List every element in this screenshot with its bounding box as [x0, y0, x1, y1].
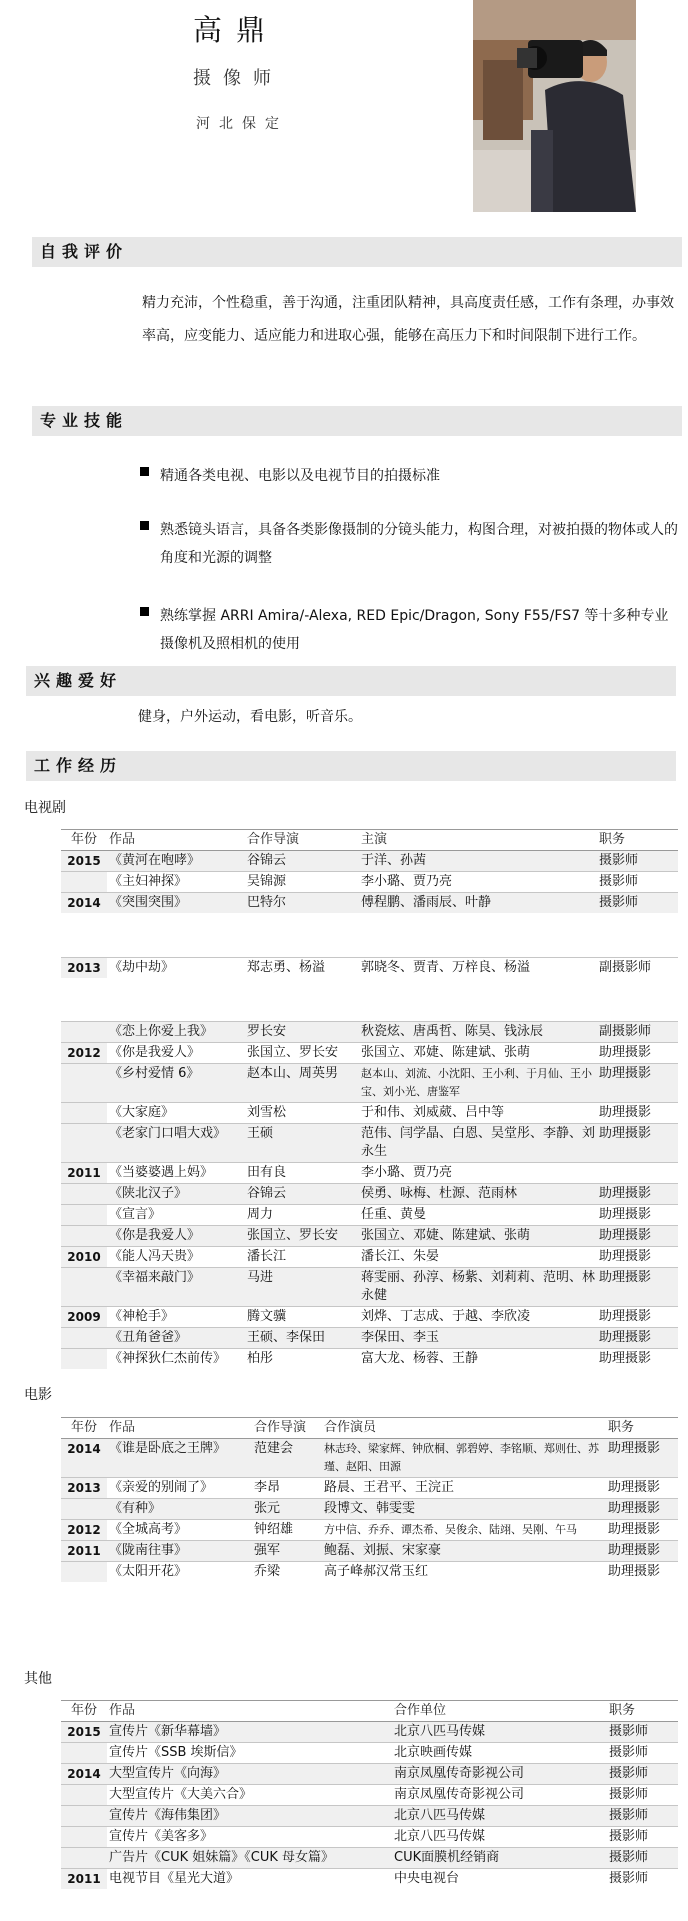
table-cell: 摄影师 [607, 1743, 678, 1764]
table-cell: 强军 [252, 1541, 322, 1562]
table-cell: 《你是我爱人》 [107, 1043, 245, 1064]
table-cell: CUK面膜机经销商 [392, 1848, 607, 1869]
table-cell: 蒋雯丽、孙淳、杨紫、刘莉莉、范明、林永健 [359, 1268, 597, 1307]
column-header: 作品 [107, 1701, 392, 1722]
year-cell: 2013 [61, 957, 107, 978]
table-cell: 摄影师 [597, 872, 678, 893]
table-cell: 腾文骥 [245, 1307, 359, 1328]
column-header: 主演 [359, 830, 597, 851]
table-row [61, 1785, 678, 1806]
year-cell [61, 1328, 107, 1349]
table-cell: 谷锦云 [245, 1184, 359, 1205]
table-cell: 柏彤 [245, 1349, 359, 1370]
table-cell: 南京凤凰传奇影视公司 [392, 1785, 607, 1806]
subsection-film: 电影 [24, 1387, 52, 1403]
column-header: 合作单位 [392, 1701, 607, 1722]
table-cell: 钟绍雄 [252, 1520, 322, 1541]
table-cell: 《老家门口唱大戏》 [107, 1124, 245, 1163]
table-cell: 傅程鹏、潘雨辰、叶静 [359, 893, 597, 914]
year-cell: 2014 [61, 1764, 107, 1785]
table-row [61, 1520, 678, 1541]
skill-text: 熟练掌握 ARRI Amira/-Alexa, RED Epic/Dragon, Sony F55/FS7 等十多种专业摄像机及照相机的使用 [160, 608, 669, 652]
other-table [61, 1700, 678, 1889]
table-cell: 《能人冯天贵》 [107, 1247, 245, 1268]
table-cell: 潘长江 [245, 1247, 359, 1268]
year-cell [61, 1743, 107, 1764]
table-row [61, 1722, 678, 1743]
table-cell: 《谁是卧底之王牌》 [107, 1439, 252, 1478]
table-cell: 摄影师 [607, 1848, 678, 1869]
section-header-hobbies: 兴趣爱好 [26, 666, 676, 696]
table-cell: 《全城高考》 [107, 1520, 252, 1541]
table-cell: 摄影师 [607, 1806, 678, 1827]
table-cell: 《乡村爱情 6》 [107, 1064, 245, 1103]
table-cell: 王硕、李保田 [245, 1328, 359, 1349]
table-cell: 《陇南往事》 [107, 1541, 252, 1562]
year-cell [61, 1827, 107, 1848]
table-cell: 谷锦云 [245, 851, 359, 872]
table-cell: 《亲爱的别闹了》 [107, 1478, 252, 1499]
table-row [61, 1124, 678, 1163]
year-cell: 2012 [61, 1520, 107, 1541]
resume-name: 高鼎 [193, 13, 280, 47]
table-cell: 摄影师 [607, 1785, 678, 1806]
table-cell: 助理摄影 [606, 1541, 678, 1562]
subsection-tv: 电视剧 [24, 800, 66, 816]
table-cell: 林志玲、梁家辉、钟欣桐、郭碧婷、李铭顺、郑则仕、苏瑾、赵阳、田源 [322, 1439, 606, 1478]
year-cell: 2012 [61, 1043, 107, 1064]
table-cell: 张国立、邓婕、陈建斌、张萌 [359, 1226, 597, 1247]
bullet-icon [140, 467, 149, 476]
table-cell: 秋瓷炫、唐禹哲、陈昊、钱泳辰 [359, 1022, 597, 1043]
table-cell: 摄影师 [597, 851, 678, 872]
table-cell: 《大家庭》 [107, 1103, 245, 1124]
table-cell: 助理摄影 [597, 1247, 678, 1268]
table-cell: 潘长江、朱晏 [359, 1247, 597, 1268]
skill-item [140, 516, 680, 572]
table-cell: 张元 [252, 1499, 322, 1520]
table-cell: 富大龙、杨蓉、王静 [359, 1349, 597, 1370]
section-header-self-eval: 自我评价 [32, 237, 682, 267]
table-cell: 助理摄影 [606, 1520, 678, 1541]
table-cell: 《神枪手》 [107, 1307, 245, 1328]
year-cell [61, 1785, 107, 1806]
table-cell: 摄影师 [607, 1764, 678, 1785]
bullet-icon [140, 521, 149, 530]
table-cell: 赵本山、周英男 [245, 1064, 359, 1103]
year-cell: 2011 [61, 1869, 107, 1890]
year-cell: 2011 [61, 1541, 107, 1562]
table-cell: 范建会 [252, 1439, 322, 1478]
column-header: 合作导演 [245, 830, 359, 851]
table-cell: 《太阳开花》 [107, 1562, 252, 1583]
table-cell: 王硕 [245, 1124, 359, 1163]
table-row [61, 1064, 678, 1103]
year-cell [61, 1022, 107, 1043]
table-cell: 《黄河在咆哮》 [107, 851, 245, 872]
table-cell: 助理摄影 [606, 1439, 678, 1478]
table-row [61, 1328, 678, 1349]
table-row [61, 1307, 678, 1328]
table-row [61, 893, 678, 914]
table-cell: 助理摄影 [597, 1043, 678, 1064]
table-cell: 《恋上你爱上我》 [107, 1022, 245, 1043]
table-cell: 《当婆婆遇上妈》 [107, 1163, 245, 1184]
table-cell: 《神探狄仁杰前传》 [107, 1349, 245, 1370]
table-cell: 路晨、王君平、王浣正 [322, 1478, 606, 1499]
skill-text: 熟悉镜头语言，具备各类影像摄制的分镜头能力，构图合理，对被拍摄的物体或人的角度和光源的调整 [160, 522, 678, 566]
table-row [61, 1478, 678, 1499]
table-cell: 助理摄影 [597, 1307, 678, 1328]
spacer-row [61, 913, 678, 957]
column-header: 作品 [107, 830, 245, 851]
table-row [61, 1499, 678, 1520]
table-header-row [61, 1418, 678, 1439]
table-row [61, 1848, 678, 1869]
table-cell: 电视节目《星光大道》 [107, 1869, 392, 1890]
year-cell [61, 1848, 107, 1869]
table-cell: 大型宣传片《大美六合》 [107, 1785, 392, 1806]
year-cell [61, 1562, 107, 1583]
table-cell: 乔梁 [252, 1562, 322, 1583]
table-cell: 罗长安 [245, 1022, 359, 1043]
table-cell: 段博文、韩雯雯 [322, 1499, 606, 1520]
table-row [61, 1764, 678, 1785]
table-row [61, 1743, 678, 1764]
year-cell [61, 872, 107, 893]
year-cell: 2009 [61, 1307, 107, 1328]
table-row [61, 1043, 678, 1064]
table-cell: 任重、黄曼 [359, 1205, 597, 1226]
year-cell [61, 1124, 107, 1163]
table-cell [597, 1163, 678, 1184]
table-cell: 高子峰郝汉常玉红 [322, 1562, 606, 1583]
table-cell: 副摄影师 [597, 1022, 678, 1043]
table-cell: 李昂 [252, 1478, 322, 1499]
year-cell: 2010 [61, 1247, 107, 1268]
year-cell [61, 1806, 107, 1827]
table-cell: 助理摄影 [597, 1124, 678, 1163]
year-cell [61, 1499, 107, 1520]
spacer-row [61, 978, 678, 1022]
table-row [61, 1163, 678, 1184]
table-cell: 赵本山、刘流、小沈阳、王小利、于月仙、王小宝、刘小光、唐鉴军 [359, 1064, 597, 1103]
table-cell: 北京映画传媒 [392, 1743, 607, 1764]
table-cell: 助理摄影 [597, 1103, 678, 1124]
table-cell: 广告片《CUK 姐妹篇》《CUK 母女篇》 [107, 1848, 392, 1869]
profile-photo [473, 0, 636, 212]
table-cell: 《劫中劫》 [107, 957, 245, 978]
table-cell: 助理摄影 [597, 1064, 678, 1103]
table-cell: 侯勇、咏梅、杜源、范雨林 [359, 1184, 597, 1205]
tv-table [61, 829, 678, 1369]
year-cell: 2015 [61, 1722, 107, 1743]
table-cell: 方中信、乔乔、谭杰希、吴俊余、陆翊、吴刚、午马 [322, 1520, 606, 1541]
table-cell: 《有种》 [107, 1499, 252, 1520]
table-cell: 北京八匹马传媒 [392, 1827, 607, 1848]
location: 河北保定 [196, 116, 288, 132]
table-cell: 助理摄影 [597, 1184, 678, 1205]
table-row [61, 1869, 678, 1890]
year-cell [61, 1064, 107, 1103]
year-cell [61, 1226, 107, 1247]
table-cell: 摄影师 [607, 1827, 678, 1848]
skill-item [140, 462, 680, 490]
table-cell: 南京凤凰传奇影视公司 [392, 1764, 607, 1785]
column-header: 年份 [61, 1418, 107, 1439]
table-cell: 《你是我爱人》 [107, 1226, 245, 1247]
column-header: 职务 [597, 830, 678, 851]
table-cell: 北京八匹马传媒 [392, 1806, 607, 1827]
table-row [61, 1806, 678, 1827]
subsection-other: 其他 [24, 1671, 52, 1687]
table-cell: 鲍磊、刘振、宋家豪 [322, 1541, 606, 1562]
column-header: 合作导演 [252, 1418, 322, 1439]
self-eval-text: 精力充沛，个性稳重，善于沟通，注重团队精神，具高度责任感，工作有条理，办事效率高，应变能力、适应能力和进取心强，能够在高压力下和时间限制下进行工作。 [142, 295, 674, 344]
table-cell: 张国立、罗长安 [245, 1226, 359, 1247]
table-row [61, 1562, 678, 1583]
table-cell: 助理摄影 [606, 1562, 678, 1583]
table-cell: 助理摄影 [606, 1478, 678, 1499]
column-header: 年份 [61, 1701, 107, 1722]
table-cell: 周力 [245, 1205, 359, 1226]
year-cell: 2014 [61, 893, 107, 914]
table-cell: 吴锦源 [245, 872, 359, 893]
table-cell: 《丑角爸爸》 [107, 1328, 245, 1349]
table-cell: 摄影师 [607, 1869, 678, 1890]
table-row [61, 851, 678, 872]
table-row [61, 1827, 678, 1848]
table-cell: 助理摄影 [606, 1499, 678, 1520]
table-row [61, 957, 678, 978]
table-cell: 于和伟、刘威葳、吕中等 [359, 1103, 597, 1124]
table-cell: 郑志勇、杨溢 [245, 957, 359, 978]
table-row [61, 1226, 678, 1247]
table-cell: 刘烨、丁志成、于越、李欣凌 [359, 1307, 597, 1328]
table-cell: 巴特尔 [245, 893, 359, 914]
table-cell: 《陕北汉子》 [107, 1184, 245, 1205]
table-row [61, 872, 678, 893]
column-header: 职务 [607, 1701, 678, 1722]
table-cell: 张国立、罗长安 [245, 1043, 359, 1064]
table-cell: 范伟、闫学晶、白恩、吴堂彤、李静、刘永生 [359, 1124, 597, 1163]
year-cell: 2015 [61, 851, 107, 872]
skill-item [140, 602, 680, 658]
year-cell [61, 1349, 107, 1370]
table-cell: 李小璐、贾乃亮 [359, 872, 597, 893]
table-row [61, 1439, 678, 1478]
table-header-row [61, 1701, 678, 1722]
job-title: 摄像师 [193, 68, 283, 89]
table-cell: 田有良 [245, 1163, 359, 1184]
table-cell: 助理摄影 [597, 1205, 678, 1226]
table-cell: 马进 [245, 1268, 359, 1307]
table-cell: 李保田、李玉 [359, 1328, 597, 1349]
column-header: 作品 [107, 1418, 252, 1439]
table-header-row [61, 830, 678, 851]
table-cell: 宣传片《SSB 埃斯信》 [107, 1743, 392, 1764]
table-cell: 宣传片《美客多》 [107, 1827, 392, 1848]
column-header: 职务 [606, 1418, 678, 1439]
table-cell: 助理摄影 [597, 1268, 678, 1307]
column-header: 年份 [61, 830, 107, 851]
table-cell: 李小璐、贾乃亮 [359, 1163, 597, 1184]
table-cell: 助理摄影 [597, 1328, 678, 1349]
year-cell: 2013 [61, 1478, 107, 1499]
table-cell: 大型宣传片《向海》 [107, 1764, 392, 1785]
year-cell: 2011 [61, 1163, 107, 1184]
table-cell: 摄影师 [607, 1722, 678, 1743]
year-cell [61, 1268, 107, 1307]
year-cell [61, 1103, 107, 1124]
section-header-skills: 专业技能 [32, 406, 682, 436]
table-cell: 刘雪松 [245, 1103, 359, 1124]
film-table [61, 1417, 678, 1582]
table-row [61, 1247, 678, 1268]
table-cell: 郭晓冬、贾青、万梓良、杨溢 [359, 957, 597, 978]
table-row [61, 1103, 678, 1124]
skill-text: 精通各类电视、电影以及电视节目的拍摄标准 [160, 468, 440, 484]
table-cell: 副摄影师 [597, 957, 678, 978]
table-cell: 《主妇神探》 [107, 872, 245, 893]
table-cell: 中央电视台 [392, 1869, 607, 1890]
table-row [61, 1349, 678, 1370]
table-cell: 助理摄影 [597, 1226, 678, 1247]
table-cell: 于洋、孙茜 [359, 851, 597, 872]
table-cell: 宣传片《海伟集团》 [107, 1806, 392, 1827]
table-cell: 北京八匹马传媒 [392, 1722, 607, 1743]
year-cell: 2014 [61, 1439, 107, 1478]
table-cell: 摄影师 [597, 893, 678, 914]
year-cell [61, 1205, 107, 1226]
section-header-experience: 工作经历 [26, 751, 676, 781]
table-cell: 张国立、邓婕、陈建斌、张萌 [359, 1043, 597, 1064]
column-header: 合作演员 [322, 1418, 606, 1439]
table-cell: 助理摄影 [597, 1349, 678, 1370]
hobbies-text: 健身，户外运动，看电影，听音乐。 [138, 709, 362, 725]
table-cell: 《突围突围》 [107, 893, 245, 914]
table-cell: 《幸福来敲门》 [107, 1268, 245, 1307]
table-row [61, 1184, 678, 1205]
table-cell: 宣传片《新华幕墙》 [107, 1722, 392, 1743]
table-row [61, 1022, 678, 1043]
table-cell: 《宣言》 [107, 1205, 245, 1226]
year-cell [61, 1184, 107, 1205]
bullet-icon [140, 607, 149, 616]
table-row [61, 1268, 678, 1307]
table-row [61, 1205, 678, 1226]
table-row [61, 1541, 678, 1562]
